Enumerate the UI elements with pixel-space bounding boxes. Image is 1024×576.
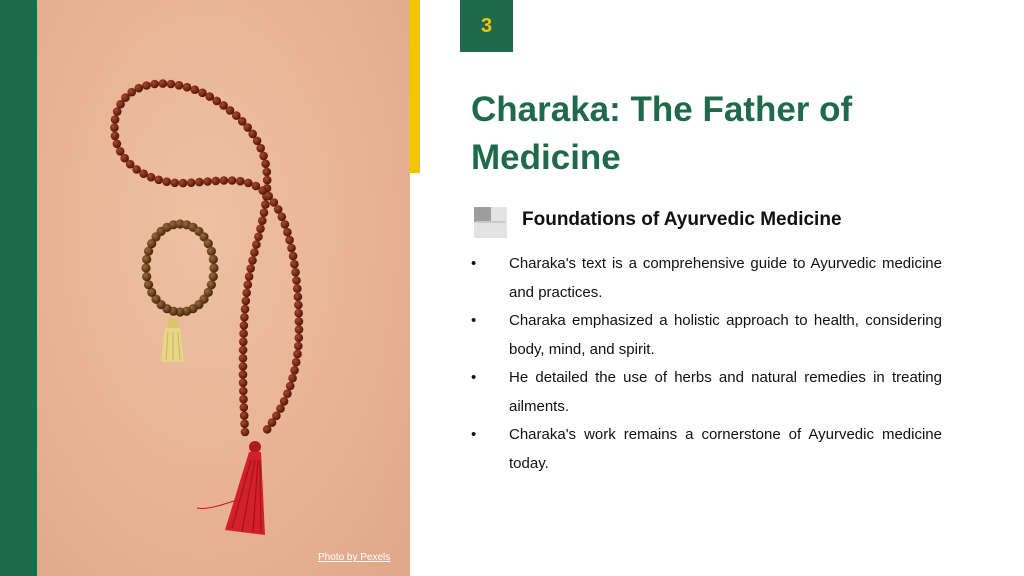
bullet-dot: •: [471, 369, 477, 386]
bullet-item: [470, 250, 942, 307]
slide-title: Charaka: The Father of Medicine: [471, 90, 853, 177]
image-placeholder-icon: [474, 207, 507, 238]
bullet-list: [470, 250, 942, 478]
mala-beads-illustration: [37, 0, 410, 576]
bullet-dot: •: [471, 312, 477, 329]
mala-beads-photo: [37, 0, 410, 576]
green-accent-strip: [0, 0, 37, 576]
large-bead-strand: [110, 79, 303, 436]
bullet-text: Charaka emphasized a holistic approach to health, considering body, mind, and spirit.: [509, 312, 942, 358]
page-number-badge: 3: [460, 0, 513, 52]
red-tassel: [197, 441, 265, 535]
small-bead-bracelet: [141, 219, 218, 316]
bullet-text: Charaka's text is a comprehensive guide to Ayurvedic medicine and practices.: [509, 255, 942, 301]
bullet-item: [470, 307, 942, 364]
section-subtitle: Foundations of Ayurvedic Medicine: [522, 209, 842, 230]
photo-credit-link[interactable]: Photo by Pexels: [318, 552, 391, 563]
bullet-text: He detailed the use of herbs and natural remedies in treating ailments.: [509, 369, 942, 415]
bullet-dot: •: [471, 255, 477, 272]
yellow-accent-bar: [410, 0, 420, 173]
bullet-item: [470, 364, 942, 421]
bullet-item: [470, 421, 942, 478]
yellow-tassel: [161, 318, 184, 362]
bullet-dot: •: [471, 426, 477, 443]
bullet-text: Charaka's work remains a cornerstone of Ayurvedic medicine today.: [509, 426, 942, 472]
